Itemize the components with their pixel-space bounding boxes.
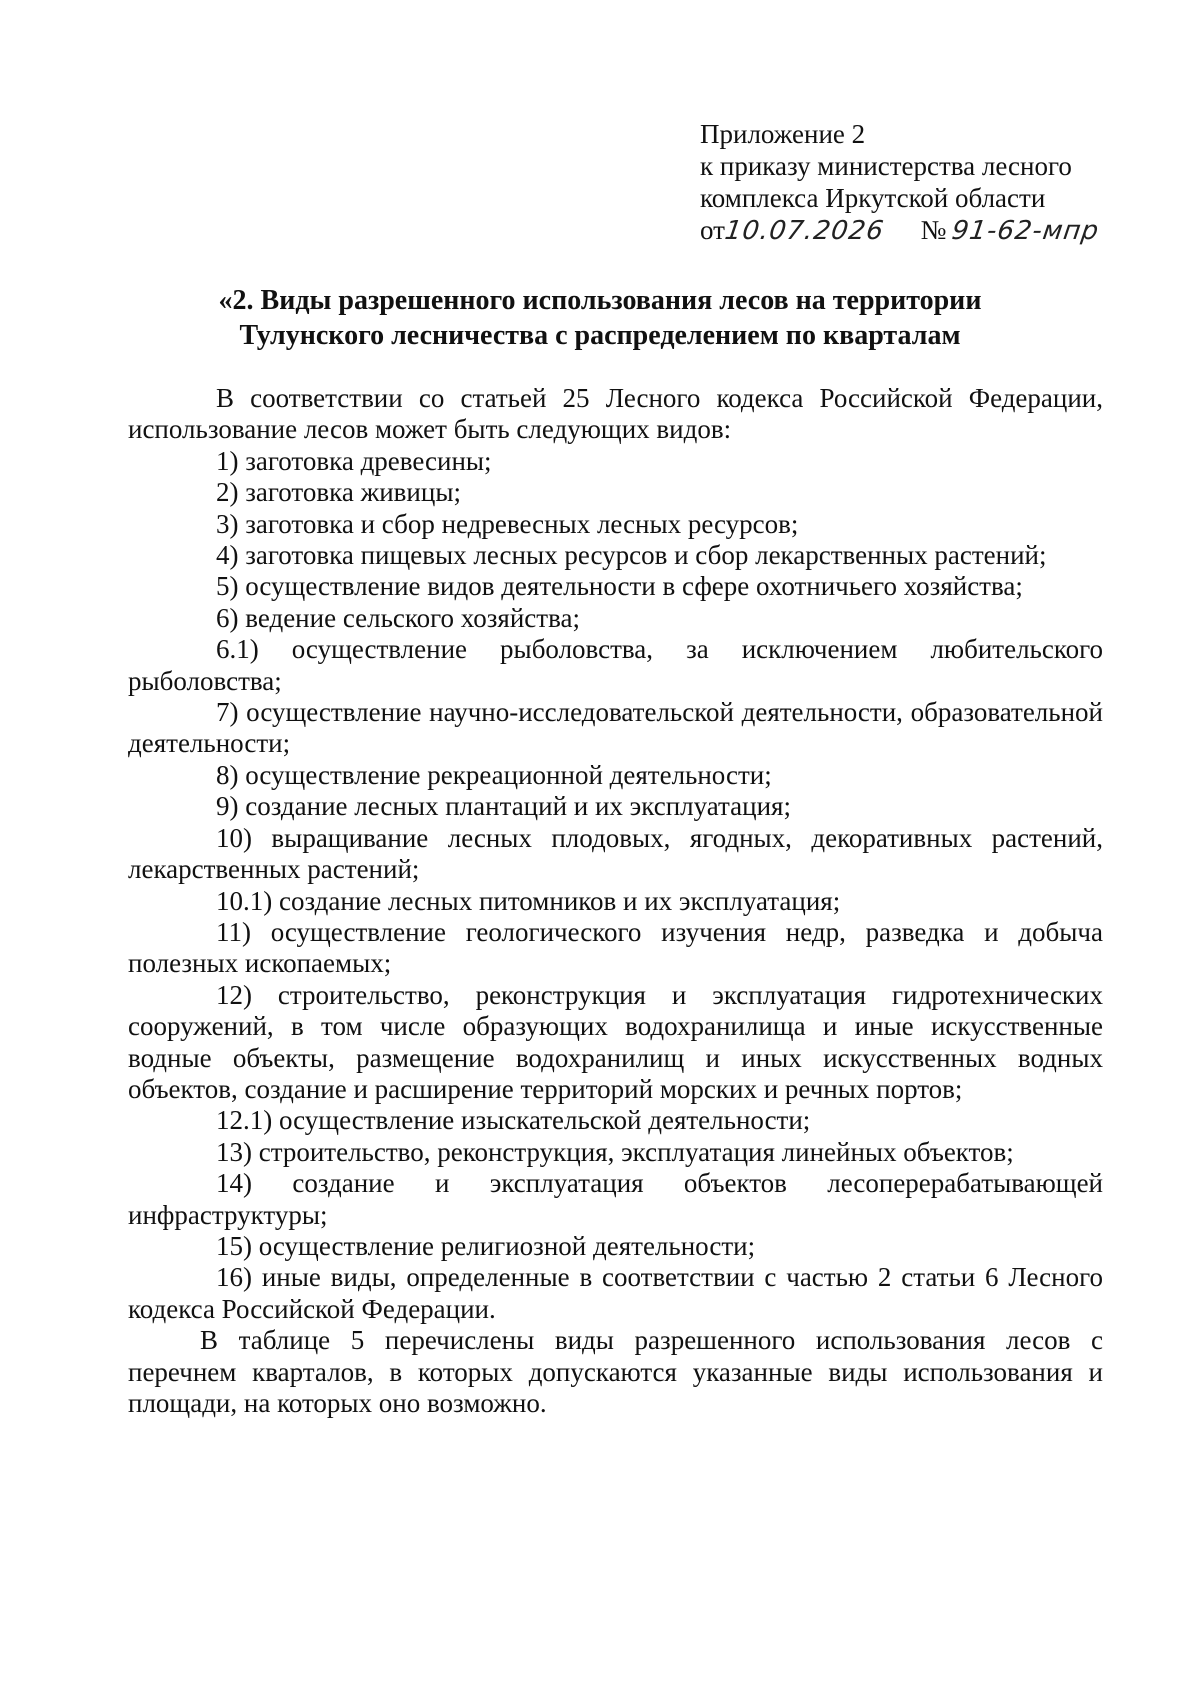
list-item: 7) осуществление научно-исследовательской деятельности, образовательной деятельности;: [128, 697, 1103, 759]
list-item: 9) создание лесных плантаций и их эксплуатация;: [216, 791, 791, 822]
list-item: 4) заготовка пищевых лесных ресурсов и сбор лекарственных растений;: [216, 540, 1047, 571]
forest-use-list: [128, 446, 1103, 1325]
appendix-order-ref: к приказу министерства лесного: [700, 151, 1072, 181]
number-prefix: №: [920, 215, 947, 245]
section-title: [120, 283, 1080, 353]
intro-paragraph: В соответствии со статьей 25 Лесного кодекса Российской Федерации, использование лесов может быть следующих видов:: [128, 383, 1103, 445]
date-prefix: от: [700, 215, 725, 245]
list-item: 6.1) осуществление рыболовства, за исключением любительского рыболовства;: [128, 634, 1103, 696]
appendix-number: Приложение 2: [700, 119, 866, 149]
list-item: 5) осуществление видов деятельности в сфере охотничьего хозяйства;: [216, 571, 1023, 602]
appendix-date-number: [700, 214, 1120, 247]
list-item: 14) создание и эксплуатация объектов лесоперерабатывающей инфраструктуры;: [128, 1168, 1103, 1230]
list-item: 12) строительство, реконструкция и эксплуатация гидротехнических сооружений, в том числе образующих водохранилища и иные искусственные водные объекты, размещение водохранилищ и иных искусственных водных объектов, создание и расширение территорий морских и речных портов;: [128, 979, 1103, 1104]
list-item: 15) осуществление религиозной деятельности;: [216, 1230, 756, 1261]
document-body: [128, 383, 1103, 1419]
appendix-ministry: комплекса Иркутской области: [700, 183, 1046, 213]
appendix-header: [700, 118, 1120, 247]
list-item: 13) строительство, реконструкция, эксплуатация линейных объектов;: [216, 1136, 1014, 1167]
list-item: 6) ведение сельского хозяйства;: [216, 602, 580, 633]
handwritten-date: 10.07.2026: [722, 216, 886, 246]
list-item: 11) осуществление геологического изучения недр, разведка и добыча полезных ископаемых;: [128, 916, 1103, 979]
list-item: 16) иные виды, определенные в соответствии с частью 2 статьи 6 Лесного кодекса Российской Федерации.: [128, 1262, 1103, 1324]
list-item: 2) заготовка живицы;: [216, 477, 461, 508]
section-title-line-1: «2. Виды разрешенного использования лесов на территории: [218, 285, 982, 316]
closing-paragraph: В таблице 5 перечислены виды разрешенного использования лесов с перечнем кварталов, в которых допускаются указанные виды использования и площади, на которых оно возможно.: [128, 1325, 1103, 1418]
list-item: 10.1) создание лесных питомников и их эксплуатация;: [216, 885, 841, 916]
list-item: 1) заготовка древесины;: [216, 445, 492, 476]
list-item: 10) выращивание лесных плодовых, ягодных, декоративных растений, лекарственных растений;: [128, 822, 1103, 885]
list-item: 12.1) осуществление изыскательской деятельности;: [216, 1105, 811, 1136]
list-item: 8) осуществление рекреационной деятельности;: [216, 759, 772, 790]
handwritten-number: 91-62-мпр: [950, 216, 1102, 246]
section-title-line-2: Тулунского лесничества с распределением по кварталам: [239, 320, 961, 351]
list-item: 3) заготовка и сбор недревесных лесных ресурсов;: [216, 508, 799, 539]
